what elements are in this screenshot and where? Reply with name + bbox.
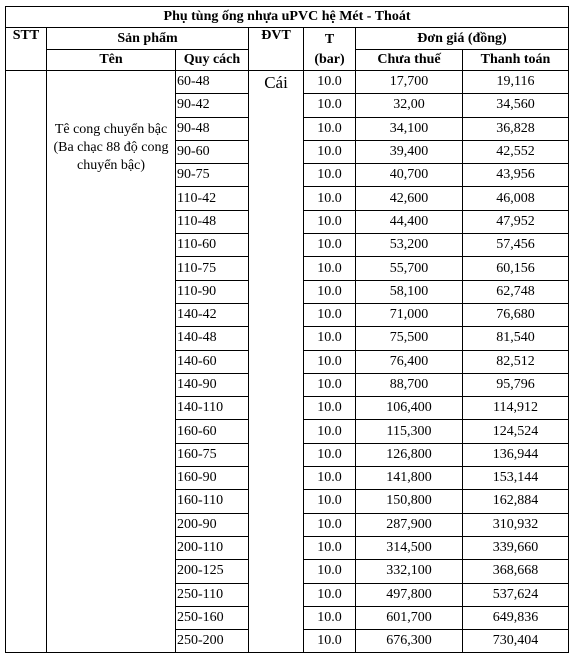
header-product: Sản phẩm bbox=[47, 28, 249, 50]
pressure-cell: 10.0 bbox=[304, 443, 356, 466]
header-pre-tax: Chưa thuế bbox=[356, 50, 463, 71]
total-price-cell: 57,456 bbox=[463, 234, 569, 257]
total-price-cell: 537,624 bbox=[463, 583, 569, 606]
pressure-cell: 10.0 bbox=[304, 420, 356, 443]
spec-cell: 250-160 bbox=[176, 606, 249, 629]
total-price-cell: 136,944 bbox=[463, 443, 569, 466]
pressure-cell: 10.0 bbox=[304, 583, 356, 606]
pre-tax-price-cell: 34,100 bbox=[356, 117, 463, 140]
pressure-cell: 10.0 bbox=[304, 187, 356, 210]
pre-tax-price-cell: 58,100 bbox=[356, 280, 463, 303]
pre-tax-price-cell: 601,700 bbox=[356, 606, 463, 629]
spec-cell: 110-90 bbox=[176, 280, 249, 303]
total-price-cell: 47,952 bbox=[463, 210, 569, 233]
total-price-cell: 42,552 bbox=[463, 140, 569, 163]
pre-tax-price-cell: 332,100 bbox=[356, 560, 463, 583]
header-name: Tên bbox=[47, 50, 176, 71]
total-price-cell: 368,668 bbox=[463, 560, 569, 583]
total-price-cell: 76,680 bbox=[463, 303, 569, 326]
total-price-cell: 114,912 bbox=[463, 397, 569, 420]
spec-cell: 200-125 bbox=[176, 560, 249, 583]
header-price: Đơn giá (đồng) bbox=[356, 28, 569, 50]
spec-cell: 90-48 bbox=[176, 117, 249, 140]
pressure-cell: 10.0 bbox=[304, 327, 356, 350]
total-price-cell: 339,660 bbox=[463, 536, 569, 559]
total-price-cell: 62,748 bbox=[463, 280, 569, 303]
header-total: Thanh toán bbox=[463, 50, 569, 71]
pre-tax-price-cell: 497,800 bbox=[356, 583, 463, 606]
price-table bbox=[5, 6, 569, 653]
spec-cell: 140-48 bbox=[176, 327, 249, 350]
pressure-cell: 10.0 bbox=[304, 560, 356, 583]
pressure-cell: 10.0 bbox=[304, 257, 356, 280]
total-price-cell: 730,404 bbox=[463, 630, 569, 653]
total-price-cell: 36,828 bbox=[463, 117, 569, 140]
pre-tax-price-cell: 126,800 bbox=[356, 443, 463, 466]
spec-cell: 60-48 bbox=[176, 71, 249, 94]
pre-tax-price-cell: 88,700 bbox=[356, 373, 463, 396]
pre-tax-price-cell: 71,000 bbox=[356, 303, 463, 326]
total-price-cell: 310,932 bbox=[463, 513, 569, 536]
spec-cell: 90-60 bbox=[176, 140, 249, 163]
total-price-cell: 43,956 bbox=[463, 164, 569, 187]
pressure-cell: 10.0 bbox=[304, 490, 356, 513]
pre-tax-price-cell: 42,600 bbox=[356, 187, 463, 210]
spec-cell: 110-60 bbox=[176, 234, 249, 257]
spec-cell: 160-75 bbox=[176, 443, 249, 466]
pre-tax-price-cell: 44,400 bbox=[356, 210, 463, 233]
table-body bbox=[6, 71, 569, 653]
spec-cell: 160-110 bbox=[176, 490, 249, 513]
unit-cell: Cái bbox=[249, 71, 304, 653]
total-price-cell: 46,008 bbox=[463, 187, 569, 210]
spec-cell: 140-42 bbox=[176, 303, 249, 326]
pressure-cell: 10.0 bbox=[304, 234, 356, 257]
header-spec: Quy cách bbox=[176, 50, 249, 71]
pre-tax-price-cell: 141,800 bbox=[356, 467, 463, 490]
header-stt: STT bbox=[6, 28, 47, 71]
pre-tax-price-cell: 40,700 bbox=[356, 164, 463, 187]
total-price-cell: 95,796 bbox=[463, 373, 569, 396]
spec-cell: 90-75 bbox=[176, 164, 249, 187]
pre-tax-price-cell: 314,500 bbox=[356, 536, 463, 559]
pre-tax-price-cell: 75,500 bbox=[356, 327, 463, 350]
pressure-cell: 10.0 bbox=[304, 94, 356, 117]
spec-cell: 250-110 bbox=[176, 583, 249, 606]
pre-tax-price-cell: 53,200 bbox=[356, 234, 463, 257]
total-price-cell: 649,836 bbox=[463, 606, 569, 629]
header-t bbox=[304, 28, 356, 71]
total-price-cell: 81,540 bbox=[463, 327, 569, 350]
total-price-cell: 82,512 bbox=[463, 350, 569, 373]
price-table-container bbox=[5, 6, 569, 653]
pressure-cell: 10.0 bbox=[304, 630, 356, 653]
pressure-cell: 10.0 bbox=[304, 513, 356, 536]
spec-cell: 200-110 bbox=[176, 536, 249, 559]
spec-cell: 200-90 bbox=[176, 513, 249, 536]
total-price-cell: 153,144 bbox=[463, 467, 569, 490]
pre-tax-price-cell: 39,400 bbox=[356, 140, 463, 163]
total-price-cell: 60,156 bbox=[463, 257, 569, 280]
pre-tax-price-cell: 150,800 bbox=[356, 490, 463, 513]
pressure-cell: 10.0 bbox=[304, 467, 356, 490]
stt-cell bbox=[6, 71, 47, 653]
spec-cell: 160-60 bbox=[176, 420, 249, 443]
pressure-cell: 10.0 bbox=[304, 397, 356, 420]
header-t-label: T bbox=[324, 32, 335, 47]
pre-tax-price-cell: 55,700 bbox=[356, 257, 463, 280]
pre-tax-price-cell: 32,00 bbox=[356, 94, 463, 117]
spec-cell: 140-60 bbox=[176, 350, 249, 373]
pre-tax-price-cell: 17,700 bbox=[356, 71, 463, 94]
pressure-cell: 10.0 bbox=[304, 536, 356, 559]
pre-tax-price-cell: 115,300 bbox=[356, 420, 463, 443]
total-price-cell: 162,884 bbox=[463, 490, 569, 513]
pressure-cell: 10.0 bbox=[304, 71, 356, 94]
pre-tax-price-cell: 106,400 bbox=[356, 397, 463, 420]
header-unit: ĐVT bbox=[249, 28, 304, 71]
pressure-cell: 10.0 bbox=[304, 373, 356, 396]
table-title-row bbox=[6, 7, 569, 28]
spec-cell: 250-200 bbox=[176, 630, 249, 653]
spec-cell: 140-90 bbox=[176, 373, 249, 396]
total-price-cell: 124,524 bbox=[463, 420, 569, 443]
pre-tax-price-cell: 76,400 bbox=[356, 350, 463, 373]
spec-cell: 110-75 bbox=[176, 257, 249, 280]
table-row bbox=[6, 71, 569, 94]
spec-cell: 90-42 bbox=[176, 94, 249, 117]
pressure-cell: 10.0 bbox=[304, 210, 356, 233]
spec-cell: 140-110 bbox=[176, 397, 249, 420]
pressure-cell: 10.0 bbox=[304, 303, 356, 326]
pre-tax-price-cell: 287,900 bbox=[356, 513, 463, 536]
spec-cell: 110-42 bbox=[176, 187, 249, 210]
total-price-cell: 34,560 bbox=[463, 94, 569, 117]
spec-cell: 160-90 bbox=[176, 467, 249, 490]
spec-cell: 110-48 bbox=[176, 210, 249, 233]
total-price-cell: 19,116 bbox=[463, 71, 569, 94]
pressure-cell: 10.0 bbox=[304, 164, 356, 187]
pressure-cell: 10.0 bbox=[304, 280, 356, 303]
header-t-unit: (bar) bbox=[314, 52, 345, 67]
pressure-cell: 10.0 bbox=[304, 606, 356, 629]
pressure-cell: 10.0 bbox=[304, 140, 356, 163]
pressure-cell: 10.0 bbox=[304, 117, 356, 140]
product-name-cell: Tê cong chuyển bậc (Ba chạc 88 độ cong chuyển bậc) bbox=[47, 71, 176, 653]
table-title: Phụ tùng ống nhựa uPVC hệ Mét - Thoát bbox=[6, 7, 569, 28]
pressure-cell: 10.0 bbox=[304, 350, 356, 373]
pre-tax-price-cell: 676,300 bbox=[356, 630, 463, 653]
header-row-1 bbox=[6, 28, 569, 50]
